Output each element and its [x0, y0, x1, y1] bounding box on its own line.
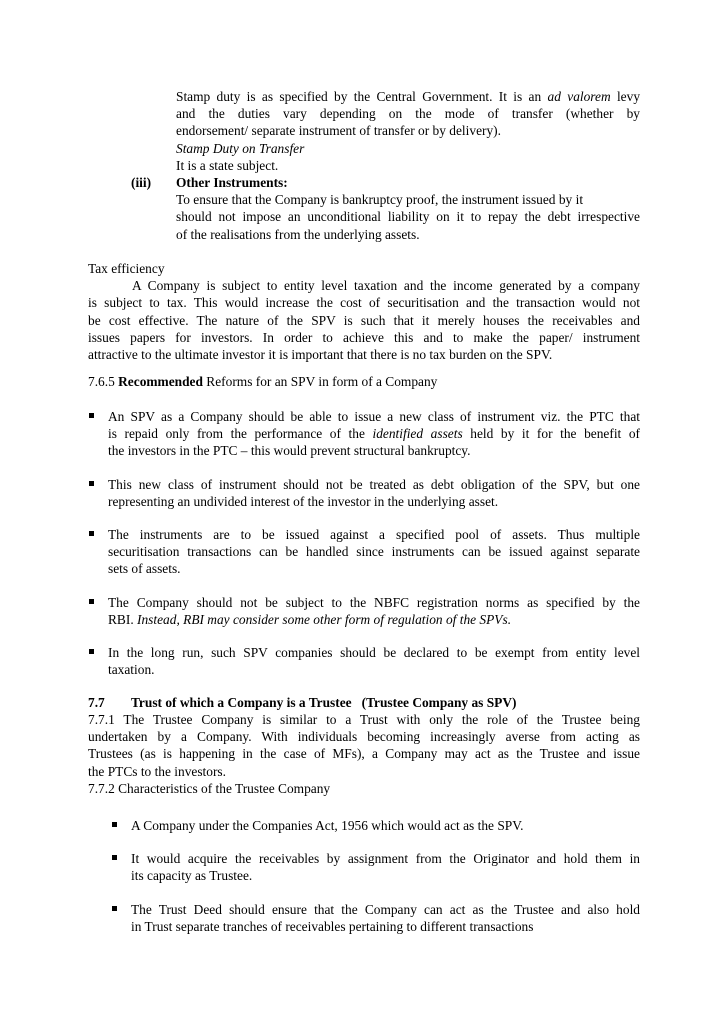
characteristic-bullet-2: It would acquire the receivables by assignment from the Originator and hold them in its capacity as Trustee.: [131, 851, 640, 884]
characteristic-bullet-3: The Trust Deed should ensure that the Company can act as the Trustee and also hold in Trust separate tranches of receivables pertaining to different transactions: [131, 902, 640, 935]
bullet-square-icon: [112, 822, 117, 827]
other-instruments-line-1: To ensure that the Company is bankruptcy proof, the instrument issued by it: [176, 192, 584, 208]
reform-bullet-1: An SPV as a Company should be able to issue a new class of instrument viz. the PTC that is repaid only from the performance of the identified assets held by it for the benefit of the investors in the PTC – this would prevent structural bankruptcy.: [108, 409, 641, 459]
bullet-square-icon: [89, 649, 94, 654]
section-765-heading: 7.6.5 Recommended Reforms for an SPV in form of a Company: [88, 374, 438, 389]
stamp-duty-line-2: and the duties vary depending on the mode of transfer (whether by: [176, 106, 640, 122]
section-772-heading: 7.7.2 Characteristics of the Trustee Company: [88, 780, 331, 796]
bullet-square-icon: [89, 531, 94, 536]
tax-line-1: A Company is subject to entity level taxation and the income generated by a company: [132, 278, 640, 294]
other-instruments-heading: Other Instruments:: [176, 175, 288, 190]
other-instruments-line-3: of the realisations from the underlying assets.: [176, 226, 420, 242]
stamp-duty-line-3: endorsement/ separate instrument of transfer or by delivery).: [176, 123, 501, 139]
characteristic-bullet-1: A Company under the Companies Act, 1956 which would act as the SPV.: [131, 818, 524, 833]
stamp-duty-paragraph: [176, 88, 640, 174]
reform-bullet-2: This new class of instrument should not be treated as debt obligation of the SPV, but one representing an undivided interest of the investor in the underlying asset.: [108, 477, 640, 510]
reform-bullet-3: The instruments are to be issued against a specified pool of assets. Thus multiple securitisation transactions can be handled since instruments can be issued against separate sets of assets.: [108, 527, 640, 577]
section-77-number: 7.7: [88, 695, 105, 710]
bullet-square-icon: [89, 413, 94, 418]
tax-line-5: attractive to the ultimate investor it is important that there is no tax burden on the SPV.: [88, 347, 553, 363]
bullet-square-icon: [89, 599, 94, 604]
tax-efficiency-heading: Tax efficiency: [88, 261, 165, 276]
reform-bullet-4: The Company should not be subject to the NBFC registration norms as specified by the RBI. Instead, RBI may consider some other form of regulation of the SPVs.: [108, 595, 640, 628]
tax-line-3: be cost effective. The nature of the SPV is such that it merely houses the receivables and: [88, 312, 640, 328]
bullet-square-icon: [89, 481, 94, 486]
bullet-square-icon: [112, 855, 117, 860]
tax-efficiency-section: [88, 260, 640, 363]
section-77-title: Trust of which a Company is a Trustee (Trustee Company as SPV): [131, 695, 517, 710]
reform-bullet-5: In the long run, such SPV companies should be declared to be exempt from entity level taxation.: [108, 645, 640, 678]
stamp-duty-line-1: Stamp duty is as specified by the Central Government. It is an ad valorem levy: [176, 89, 641, 104]
tax-line-2: is subject to tax. This would increase the cost of securitisation and the transaction would not: [88, 295, 640, 311]
bullet-square-icon: [112, 906, 117, 911]
section-771-paragraph: 7.7.1 The Trustee Company is similar to a Trust with only the role of the Trustee being undertaken by a Company. With individuals becoming increasingly averse from acting as Trustees (as is happening in the case of MFs), a Company may act as the Trustee and issue the PTCs to the investors. 7.7.2 Characteristics of the Trustee Company: [88, 712, 640, 796]
tax-line-4: issues papers for investors. In order to achieve this and to make the paper/ instrument: [88, 329, 640, 345]
other-instruments-section: [176, 174, 640, 243]
stamp-duty-on-transfer: Stamp Duty on Transfer: [176, 140, 305, 156]
state-subject-line: It is a state subject.: [176, 157, 279, 173]
other-instruments-number: (iii): [131, 175, 152, 190]
other-instruments-line-2: should not impose an unconditional liability on it to repay the debt irrespective: [176, 209, 640, 225]
